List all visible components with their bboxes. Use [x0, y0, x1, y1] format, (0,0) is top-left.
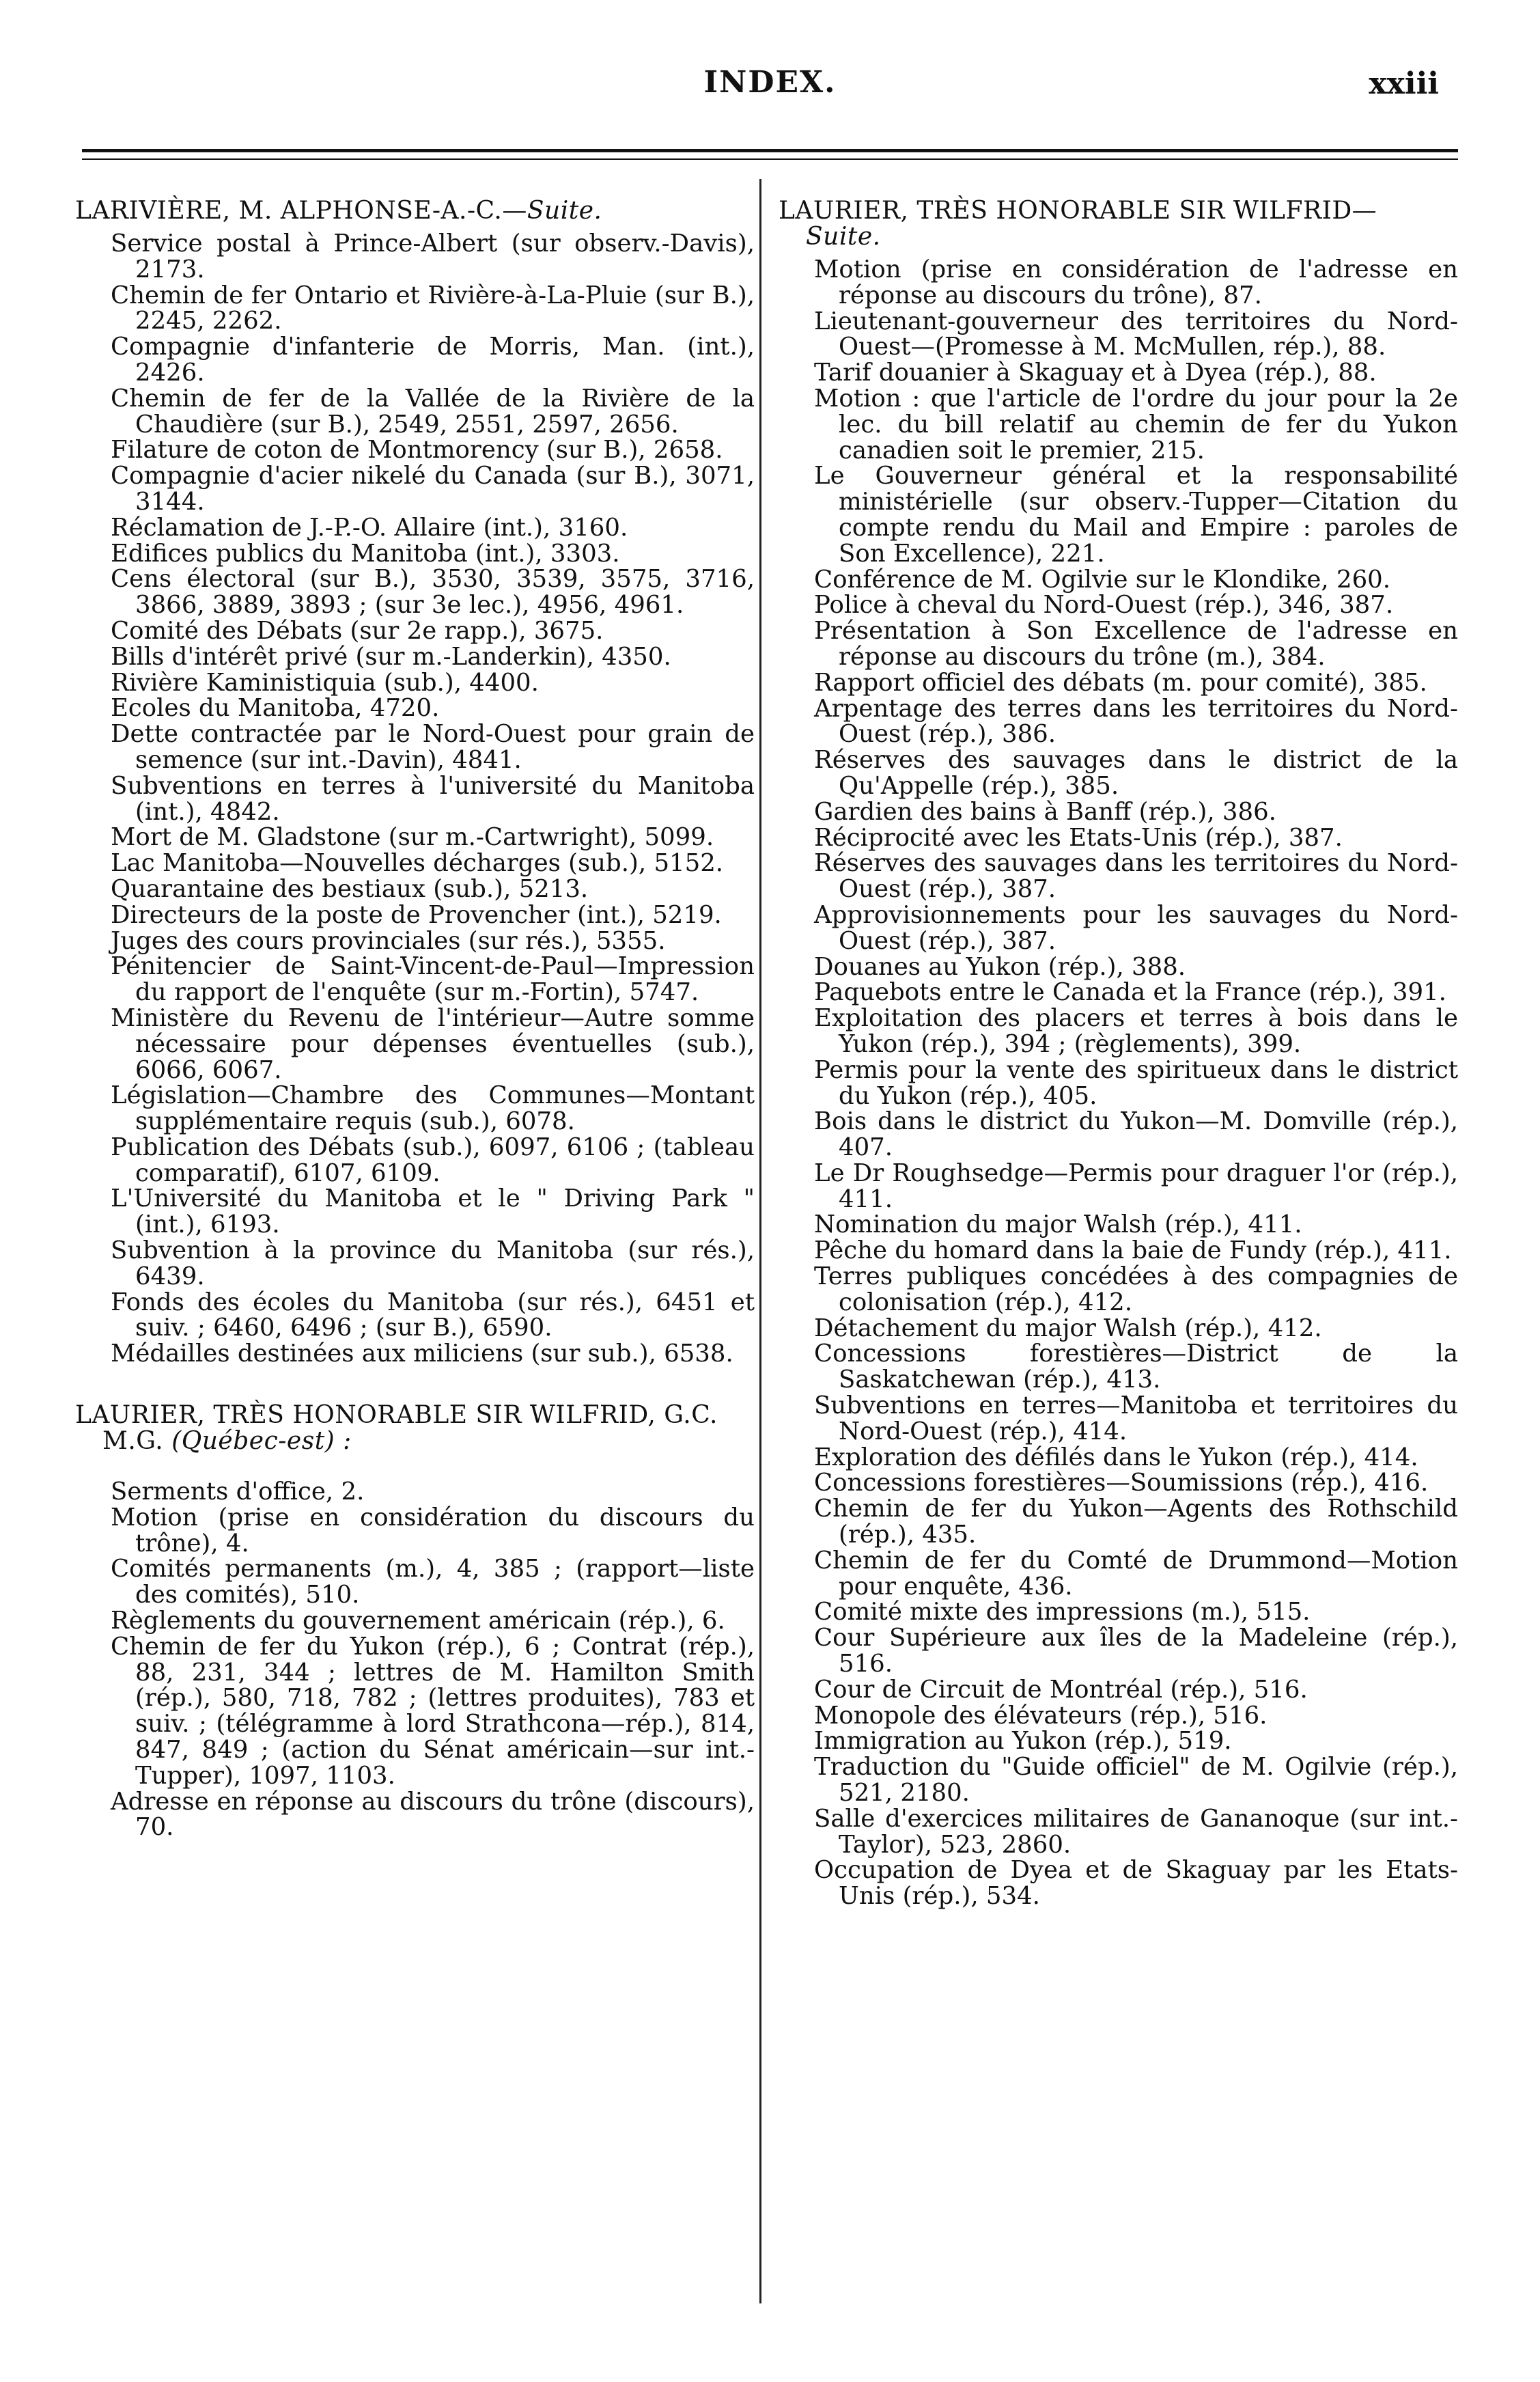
column-divider [759, 179, 761, 2303]
index-entry: Comité des Débats (sur 2e rapp.), 3675. [111, 616, 604, 645]
index-entry: Lac Manitoba—Nouvelles décharges (sub.), 5152. [111, 849, 724, 878]
index-entry: Service postal à Prince-Albert (sur observ.-Davis), 2173. [111, 230, 755, 283]
index-entry: Motion : que l'article de l'ordre du jour pour la 2e lec. du bill relatif au chemin de fer du Yukon canadien soit le premier, 215. [814, 384, 1458, 465]
index-entry: Pêche du homard dans la baie de Fundy (rép.), 411. [814, 1236, 1452, 1265]
index-entry: Réserves des sauvages dans les territoires du Nord-Ouest (rép.), 387. [814, 849, 1458, 904]
index-entry: Règlements du gouvernement américain (rép.), 6. [111, 1607, 725, 1635]
index-entry: Comité mixte des impressions (m.), 515. [814, 1598, 1311, 1626]
running-head [0, 65, 1540, 120]
index-entry: Concessions forestières—Soumissions (rép.), 416. [814, 1469, 1429, 1497]
index-entry: Cour Supérieure aux îles de la Madeleine (rép.), 516. [814, 1624, 1458, 1678]
index-heading-laurier: LAURIER, TRÈS HONORABLE SIR WILFRID, G.C. M.G. (Québec-est) : [75, 1401, 718, 1456]
index-entry: Chemin de fer du Comté de Drummond—Motion pour enquête, 436. [814, 1546, 1458, 1601]
index-heading-lariviere: LARIVIÈRE, M. ALPHONSE-A.-C.—Suite. [75, 197, 602, 225]
index-entry: Subvention à la province du Manitoba (sur rés.), 6439. [111, 1236, 755, 1290]
index-entry: Réciprocité avec les Etats-Unis (rép.), 387. [814, 823, 1343, 852]
index-entry: Rapport officiel des débats (m. pour comité), 385. [814, 668, 1427, 697]
index-entry: Serments d'office, 2. [111, 1478, 365, 1506]
index-entry: Publication des Débats (sub.), 6097, 6106 ; (tableau comparatif), 6107, 6109. [111, 1133, 755, 1187]
index-entry: Nomination du major Walsh (rép.), 411. [814, 1210, 1302, 1239]
index-entry: Médailles destinées aux miliciens (sur sub.), 6538. [111, 1340, 733, 1368]
index-entry: Gardien des bains à Banff (rép.), 386. [814, 797, 1276, 826]
index-entry: Rivière Kaministiquia (sub.), 4400. [111, 668, 539, 697]
header-rule-thick [82, 149, 1458, 152]
index-entry: Comités permanents (m.), 4, 385 ; (rapport—liste des comités), 510. [111, 1555, 755, 1609]
index-entry: Chemin de fer de la Vallée de la Rivière de la Chaudière (sur B.), 2549, 2551, 2597, 2656. [111, 384, 755, 439]
index-entry: Le Dr Roughsedge—Permis pour draguer l'or (rép.), 411. [814, 1159, 1458, 1213]
index-entry: Lieutenant-gouverneur des territoires du Nord-Ouest—(Promesse à M. McMullen, rép.), 88. [814, 307, 1458, 361]
index-entry: Cens électoral (sur B.), 3530, 3539, 3575, 3716, 3866, 3889, 3893 ; (sur 3e lec.), 4956, 4961. [111, 565, 755, 620]
right-column [779, 198, 1458, 1909]
index-entry: Police à cheval du Nord-Ouest (rép.), 346, 387. [814, 591, 1394, 620]
index-heading-laurier-suite: LAURIER, TRÈS HONORABLE SIR WILFRID— Suite. [779, 197, 1377, 251]
index-entry: Juges des cours provinciales (sur rés.), 5355. [111, 926, 666, 955]
index-entry: Subventions en terres—Manitoba et territoires du Nord-Ouest (rép.), 414. [814, 1391, 1458, 1445]
index-entry: Paquebots entre le Canada et la France (rép.), 391. [814, 978, 1446, 1007]
index-entry: Ministère du Revenu de l'intérieur—Autre somme nécessaire pour dépenses éventuelles (sub.), 6066, 6067. [111, 1003, 755, 1084]
index-entry: Permis pour la vente des spiritueux dans le district du Yukon (rép.), 405. [814, 1055, 1458, 1110]
index-entry: Motion (prise en considération de l'adresse en réponse au discours du trône), 87. [814, 255, 1458, 309]
index-entry: Approvisionnements pour les sauvages du Nord-Ouest (rép.), 387. [814, 900, 1458, 955]
left-column [75, 198, 755, 1840]
index-entry: Salle d'exercices militaires de Gananoque (sur int.-Taylor), 523, 2860. [814, 1804, 1458, 1859]
index-entry: Exploration des défilés dans le Yukon (rép.), 414. [814, 1443, 1418, 1471]
index-entry: Traduction du "Guide officiel" de M. Ogilvie (rép.), 521, 2180. [814, 1753, 1458, 1808]
index-entry: Arpentage des terres dans les territoires du Nord-Ouest (rép.), 386. [814, 694, 1458, 749]
index-entry: Concessions forestières—District de la Saskatchewan (rép.), 413. [814, 1340, 1458, 1394]
index-entry: Chemin de fer Ontario et Rivière-à-La-Pluie (sur B.), 2245, 2262. [111, 281, 755, 335]
index-entry: Réclamation de J.-P.-O. Allaire (int.), 3160. [111, 513, 628, 542]
index-entry: Quarantaine des bestiaux (sub.), 5213. [111, 874, 589, 903]
index-entry: Exploitation des placers et terres à bois dans le Yukon (rép.), 394 ; (règlements), 399. [814, 1004, 1458, 1058]
index-entry: Bills d'intérêt privé (sur m.-Landerkin), 4350. [111, 642, 671, 671]
index-entry: Adresse en réponse au discours du trône (discours), 70. [111, 1787, 755, 1842]
index-entry: Législation—Chambre des Communes—Montant supplémentaire requis (sub.), 6078. [111, 1081, 755, 1136]
index-entry: Monopole des élévateurs (rép.), 516. [814, 1701, 1268, 1730]
index-entry: Filature de coton de Montmorency (sur B.), 2658. [111, 436, 723, 465]
index-entry: Pénitencier de Saint-Vincent-de-Paul—Impression du rapport de l'enquête (sur m.-Fortin), 5747. [111, 952, 755, 1007]
index-entry: Fonds des écoles du Manitoba (sur rés.), 6451 et suiv. ; 6460, 6496 ; (sur B.), 6590. [111, 1288, 755, 1342]
index-entry: Directeurs de la poste de Provencher (int.), 5219. [111, 900, 722, 929]
entry-list-laurier-suite [779, 257, 1458, 1909]
index-entry: Cour de Circuit de Montréal (rép.), 516. [814, 1675, 1308, 1704]
index-entry: Compagnie d'infanterie de Morris, Man. (int.), 2426. [111, 333, 755, 387]
index-entry: Chemin de fer du Yukon (rép.), 6 ; Contrat (rép.), 88, 231, 344 ; lettres de M. Hamilton Smith (rép.), 580, 718, 782 ; (lettres produites), 783 et suiv. ; (télégramme à lord Strathcona—rép.), 814, 847, 849 ; (action du Sénat américain—sur int.-Tupper), 1097, 1103. [111, 1632, 755, 1790]
index-entry: Détachement du major Walsh (rép.), 412. [814, 1314, 1322, 1342]
header-rule-thin [82, 158, 1458, 160]
entry-list-lariviere [75, 231, 755, 1367]
index-entry: Subventions en terres à l'université du Manitoba (int.), 4842. [111, 771, 755, 826]
page-title: INDEX. [703, 65, 837, 100]
index-entry: Douanes au Yukon (rép.), 388. [814, 952, 1186, 981]
index-entry: Bois dans le district du Yukon—M. Domville (rép.), 407. [814, 1107, 1458, 1162]
index-entry: Immigration au Yukon (rép.), 519. [814, 1727, 1232, 1756]
entry-list-laurier [75, 1479, 755, 1840]
index-entry: Présentation à Son Excellence de l'adresse en réponse au discours du trône (m.), 384. [814, 617, 1458, 671]
index-entry: Ecoles du Manitoba, 4720. [111, 694, 440, 723]
index-entry: Le Gouverneur général et la responsabilité ministérielle (sur observ.-Tupper—Citation du compte rendu du Mail and Empire : paroles de Son Excellence), 221. [814, 462, 1458, 568]
index-entry: Conférence de M. Ogilvie sur le Klondike, 260. [814, 565, 1391, 594]
index-entry: Tarif douanier à Skaguay et à Dyea (rép.), 88. [814, 359, 1377, 387]
index-entry: Mort de M. Gladstone (sur m.-Cartwright), 5099. [111, 823, 714, 852]
index-entry: Occupation de Dyea et de Skaguay par les Etats-Unis (rép.), 534. [814, 1856, 1458, 1911]
page-number: xxiii [1369, 66, 1439, 101]
index-entry: Dette contractée par le Nord-Ouest pour grain de semence (sur int.-Davin), 4841. [111, 720, 755, 774]
index-entry: Réserves des sauvages dans le district de la Qu'Appelle (rép.), 385. [814, 746, 1458, 800]
index-entry: Terres publiques concédées à des compagnies de colonisation (rép.), 412. [814, 1262, 1458, 1316]
index-entry: Edifices publics du Manitoba (int.), 3303. [111, 539, 620, 568]
index-entry: Motion (prise en considération du discours du trône), 4. [111, 1503, 755, 1557]
index-entry: L'Université du Manitoba et le " Driving Park " (int.), 6193. [111, 1185, 755, 1239]
index-entry: Chemin de fer du Yukon—Agents des Rothschild (rép.), 435. [814, 1495, 1458, 1549]
index-entry: Compagnie d'acier nikelé du Canada (sur B.), 3071, 3144. [111, 462, 755, 516]
